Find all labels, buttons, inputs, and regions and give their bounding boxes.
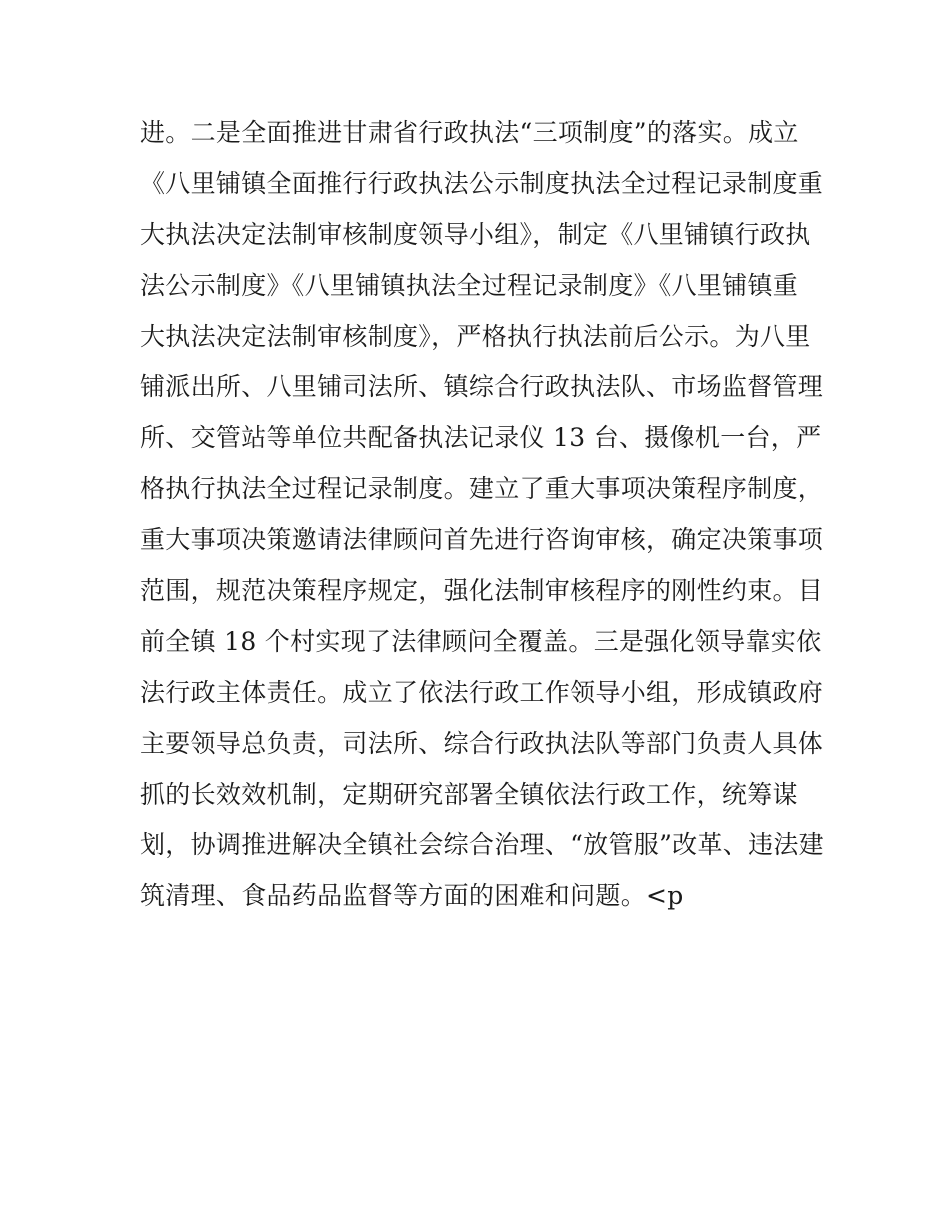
text-line: 《八里铺镇全面推行行政执法公示制度执法全过程记录制度重 (140, 168, 824, 198)
text-line: 前全镇 18 个村实现了法律顾问全覆盖。三是强化领导靠实依 (140, 626, 822, 656)
text-line: 格执行执法全过程记录制度。建立了重大事项决策程序制度， (140, 474, 824, 504)
text-line: 主要领导总负责，司法所、综合行政执法队等部门负责人具体 (140, 728, 824, 758)
body-text (140, 108, 824, 922)
text-line: 大执法决定法制审核制度领导小组》，制定《八里铺镇行政执 (140, 219, 811, 249)
text-line: 划，协调推进解决全镇社会综合治理、“放管服”改革、违法建 (140, 830, 824, 860)
text-line: 范围，规范决策程序规定，强化法制审核程序的刚性约束。目 (140, 576, 824, 606)
text-line: 所、交管站等单位共配备执法记录仪 13 台、摄像机一台，严 (140, 423, 822, 453)
text-line: 大执法决定法制审核制度》，严格执行执法前后公示。为八里 (140, 321, 811, 351)
text-line: 进。二是全面推进甘肃省行政执法“三项制度”的落实。成立 (140, 118, 799, 147)
text-line: 法行政主体责任。成立了依法行政工作领导小组，形成镇政府 (140, 677, 824, 707)
text-line: 法公示制度》《八里铺镇执法全过程记录制度》《八里铺镇重 (140, 270, 799, 300)
text-line: 筑清理、食品药品监督等方面的困难和问题。<p (140, 881, 684, 911)
text-line: 抓的长效效机制，定期研究部署全镇依法行政工作，统筹谋 (140, 779, 798, 809)
text-line: 铺派出所、八里铺司法所、镇综合行政执法队、市场监督管理 (140, 372, 824, 402)
text-line: 重大事项决策邀请法律顾问首先进行咨询审核，确定决策事项 (140, 525, 824, 555)
